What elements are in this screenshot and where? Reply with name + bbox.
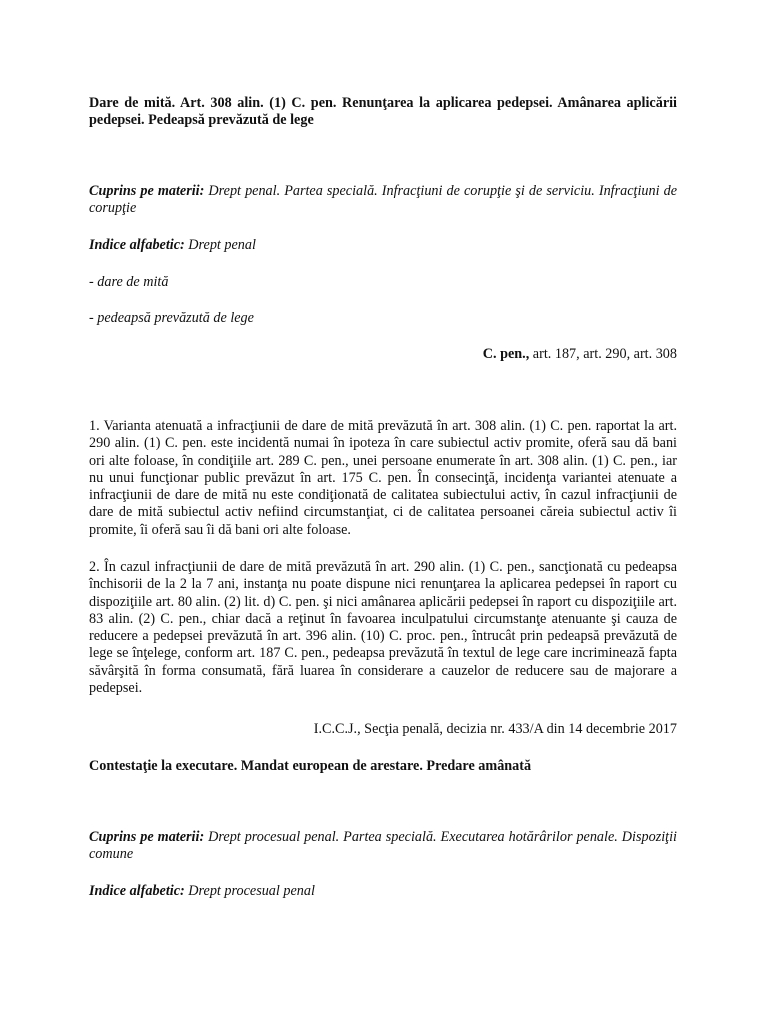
case2-title: Contestaţie la executare. Mandat european de arestare. Predare amânată [89, 758, 532, 774]
case1-references-code: C. pen., [482, 346, 530, 362]
case2-indice-text: Drept procesual penal [184, 883, 315, 899]
case2-indice [89, 883, 677, 900]
case2-indice-label: Indice alfabetic: [89, 883, 185, 899]
case1-indice-text: Drept penal [184, 237, 256, 253]
case1-paragraph-1: 1. Varianta atenuată a infracţiunii de dare de mită prevăzută în art. 308 alin. (1) C. pen. raportat la art. 290 alin. (1) C. pen. este incidentă numai în ipoteza în care subiectul activ promite, oferă sau dă bani ori alte foloase, în condiţiile art. 289 C. pen., unei persoane enumerate în art. 308 alin. (1) C. pen., iar nu unui funcţionar public prevăzut în art. 175 C. pen. În consecinţă, incidenţa variantei atenuate a infracţiunii de dare de mită nu este condiţionată de calitatea subiectului activ, în cazul infracţiunii de dare de mită subiectul activ nefiind circumstanţiat, ci de calitatea persoanei căreia subiectul activ îi promite, îi oferă sau îi dă bani ori alte foloase. [89, 418, 677, 538]
case1-keyword-1: - dare de mită [89, 274, 169, 290]
case1-references-articles: art. 187, art. 290, art. 308 [529, 346, 677, 362]
case1-cuprins-label: Cuprins pe materii: [89, 183, 205, 199]
case2-cuprins [89, 829, 677, 863]
case1-indice [89, 237, 677, 254]
case1-paragraph-2: 2. În cazul infracţiunii de dare de mită prevăzută în art. 290 alin. (1) C. pen., sancţionată cu pedeapsa închisorii de la 2 la 7 ani, instanţa nu poate dispune nici renunţarea la aplicarea pedepsei în raport cu dispoziţiile art. 80 alin. (2) lit. d) C. pen. şi nici amânarea aplicării pedepsei în raport cu dispoziţiile art. 83 alin. (2) C. pen., chiar dacă a reţinut în favoarea inculpatului circumstanţe atenuante şi cauza de reducere a pedepsei prevăzută în art. 396 alin. (10) C. proc. pen., întrucât prin pedeapsă prevăzută de lege se înţelege, conform art. 187 C. pen., pedeapsa prevăzută în textul de lege care incriminează fapta săvârşită în forma consumată, fără luarea în considerare a cauzelor de reducere sau de majorare a pedepsei. [89, 559, 677, 697]
case1-cuprins [89, 183, 677, 217]
case1-cuprins-text: Drept penal. Partea specială. Infracţiuni de corupţie şi de serviciu. Infracţiuni de corupţie [89, 183, 677, 217]
case2-cuprins-label: Cuprins pe materii: [89, 829, 205, 845]
case1-legal-references [89, 346, 677, 363]
case1-title: Dare de mită. Art. 308 alin. (1) C. pen. Renunţarea la aplicarea pedepsei. Amânarea aplicării pedepsei. Pedeapsă prevăzută de lege [89, 95, 677, 129]
case2-cuprins-text: Drept procesual penal. Partea specială. Executarea hotărârilor penale. Dispoziţii comune [89, 829, 677, 863]
case1-indice-label: Indice alfabetic: [89, 237, 185, 253]
document-page [89, 0, 677, 1024]
case1-keyword-2: - pedeapsă prevăzută de lege [89, 310, 254, 326]
case1-source-citation: I.C.C.J., Secţia penală, decizia nr. 433/A din 14 decembrie 2017 [313, 721, 677, 737]
